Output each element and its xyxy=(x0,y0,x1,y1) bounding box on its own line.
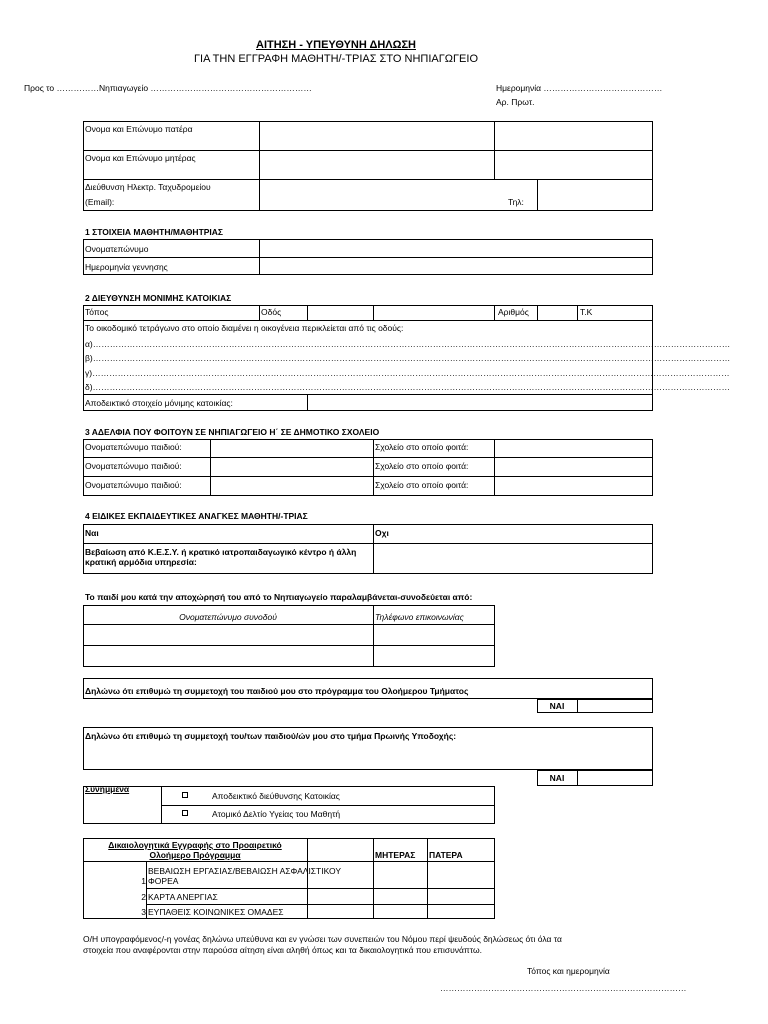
form-title: ΑΙΤΗΣΗ - ΥΠΕΥΘΥΝΗ ΔΗΛΩΣΗ xyxy=(256,39,416,51)
section1-title: 1 ΣΤΟΙΧΕΙΑ ΜΑΘΗΤΗ/ΜΑΘΗΤΡΙΑΣ xyxy=(85,227,224,237)
attachment-1-checkbox[interactable] xyxy=(182,792,188,798)
document-row-2-text: ΚΑΡΤΑ ΑΝΕΡΓΙΑΣ xyxy=(148,892,218,902)
early-declaration-text: Δηλώνω ότι επιθυμώ τη συμμετοχή του/των παιδιού/ών μου στο τμήμα Πρωινής Υποδοχής: xyxy=(85,731,457,741)
street-label: Οδός xyxy=(261,307,282,317)
sibling-1-school-label: Σχολείο στο οποίο φοιτά: xyxy=(375,442,469,452)
document-row-1-text: ΒΕΒΑΙΩΣΗ ΕΡΓΑΣΙΑΣ/ΒΕΒΑΙΩΣΗ ΑΣΦΑΛΙΣΤΙΚΟΥ xyxy=(148,866,342,876)
street-line-a: α)……………………………………………………………………………………………………………………………………………………………………………………………………… xyxy=(85,339,731,349)
form-subtitle: ΓΙΑ ΤΗΝ ΕΓΓΡΑΦΗ ΜΑΘΗΤΗ/-ΤΡΙΑΣ ΣΤΟ ΝΗΠΙΑΓΩΓΕΙΟ xyxy=(193,53,479,65)
special-needs-cert-label: Βεβαίωση από Κ.Ε.Σ.Υ. ή κρατικό ιατροπαιδαγωγικό κέντρο ή άλλη xyxy=(85,547,357,557)
attachment-2-checkbox[interactable] xyxy=(182,810,188,816)
documents-mother-header: ΜΗΤΕΡΑΣ xyxy=(375,850,416,860)
father-name-label: Ονομα και Επώνυμο πατέρα xyxy=(85,124,193,134)
email-label-suffix: (Email): xyxy=(85,197,115,207)
companion-phone-header: Τηλέφωνο επικοινωνίας xyxy=(375,612,464,622)
section2-title: 2 ΔΙΕΥΘΥΝΣΗ ΜΟΝΙΜΗΣ ΚΑΤΟΙΚΙΑΣ xyxy=(85,293,232,303)
email-label: Διεύθυνση Ηλεκτρ. Ταχυδρομείου xyxy=(85,182,211,192)
attachment-1-label: Αποδεικτικό διεύθυνσης Κατοικίας xyxy=(212,791,340,801)
declaration-text-2: στοιχεία που αναφέρονται στην παρούσα αίτηση είναι αληθή όπως και τα δικαιολογητικά που επισυνάπτω. xyxy=(83,945,483,955)
allday-yes-label: ΝΑΙ xyxy=(549,701,565,711)
place-date-label: Τόπος και ημερομηνία xyxy=(527,966,610,976)
documents-title: Δικαιολογητικά Εγγραφής στο Προαιρετικό xyxy=(108,840,282,850)
special-needs-yes: Ναι xyxy=(85,528,99,538)
student-fullname-label: Ονοματεπώνυμο xyxy=(85,244,149,254)
documents-title-2: Ολοήμερο Πρόγραμμα xyxy=(149,850,241,860)
street-line-b: β)……………………………………………………………………………………………………………………………………………………………………………………………………… xyxy=(85,353,731,363)
sibling-2-school-label: Σχολείο στο οποίο φοιτά: xyxy=(375,461,469,471)
document-row-1-number: 1 xyxy=(141,876,146,886)
zip-label: Τ.Κ xyxy=(580,307,593,317)
attachment-2-label: Ατομικό Δελτίο Υγείας του Μαθητή xyxy=(212,809,341,819)
document-row-3-text: ΕΥΠΑΘΕΙΣ ΚΟΙΝΩΝΙΚΕΣ ΟΜΑΔΕΣ xyxy=(148,907,284,917)
mother-name-label: Ονομα και Επώνυμο μητέρας xyxy=(85,153,196,163)
documents-father-header: ΠΑΤΕΡΑ xyxy=(429,850,463,860)
sibling-1-name-label: Ονοματεπώνυμο παιδιού: xyxy=(85,442,182,452)
phone-label: Τηλ: xyxy=(508,197,524,207)
street-line-c: γ)……………………………………………………………………………………………………………………………………………………………………………………………………… xyxy=(85,368,730,378)
early-yes-label: ΝΑΙ xyxy=(549,773,565,783)
block-streets-label: Το οικοδομικό τετράγωνο στο οποίο διαμένει η οικογένεια περικλείεται από τις οδούς: xyxy=(85,323,404,333)
document-row-3-number: 3 xyxy=(141,907,146,917)
section3-title: 3 ΑΔΕΛΦΙΑ ΠΟΥ ΦΟΙΤΟΥΝ ΣΕ ΝΗΠΙΑΓΩΓΕΙΟ Η΄ ΣΕ ΔΗΜΟΤΙΚΟ ΣΧΟΛΕΙΟ xyxy=(85,427,380,437)
document-row-1-text-2: ΦΟΡΕΑ xyxy=(148,876,179,886)
recipient-line: Προς το ……………Νηπιαγωγείο ………………………………………………… xyxy=(24,83,312,93)
sibling-3-name-label: Ονοματεπώνυμο παιδιού: xyxy=(85,480,182,490)
special-needs-cert-label-2: κρατική αρμόδια υπηρεσία: xyxy=(85,557,197,567)
place-label: Τόπος xyxy=(85,307,109,317)
companion-name-header: Ονοματεπώνυμο συνοδού xyxy=(179,612,277,622)
date-line: Ημερομηνία …………………………………… xyxy=(496,83,663,93)
street-line-d: δ)……………………………………………………………………………………………………………………………………………………………………………………………………… xyxy=(85,382,731,392)
sibling-3-school-label: Σχολείο στο οποίο φοιτά: xyxy=(375,480,469,490)
allday-declaration-text: Δηλώνω ότι επιθυμώ τη συμμετοχή του παιδιού μου στο πρόγραμμα του Ολοήμερου Τμήματος xyxy=(85,686,469,696)
sibling-2-name-label: Ονοματεπώνυμο παιδιού: xyxy=(85,461,182,471)
number-label: Αριθμός xyxy=(498,307,529,317)
document-row-2-number: 2 xyxy=(141,892,146,902)
protocol-number: Αρ. Πρωτ. xyxy=(496,97,535,107)
student-birthdate-label: Ημερομηνία γεννησης xyxy=(85,262,168,272)
special-needs-no: Οχι xyxy=(375,528,389,538)
residence-proof-label: Αποδεικτικό στοιχείο μόνιμης κατοικίας: xyxy=(85,398,233,408)
companion-title: Το παιδί μου κατά την αποχώρησή του από το Νηπιαγωγείο παραλαμβάνεται-συνοδεύεται από: xyxy=(85,592,473,602)
signature-line: …………………………………………………………………………… xyxy=(440,983,687,993)
attachments-title: Συνημμένα xyxy=(85,784,130,794)
section4-title: 4 ΕΙΔΙΚΕΣ ΕΚΠΑΙΔΕΥΤΙΚΕΣ ΑΝΑΓΚΕΣ ΜΑΘΗΤΗ/-ΤΡΙΑΣ xyxy=(85,511,308,521)
declaration-text: Ο/Η υπογραφόμενος/-η γονέας δηλώνω υπεύθυνα και εν γνώσει των συνεπειών του Νόμου περί ψευδούς δηλώσεως ότι όλα τα xyxy=(83,934,562,944)
